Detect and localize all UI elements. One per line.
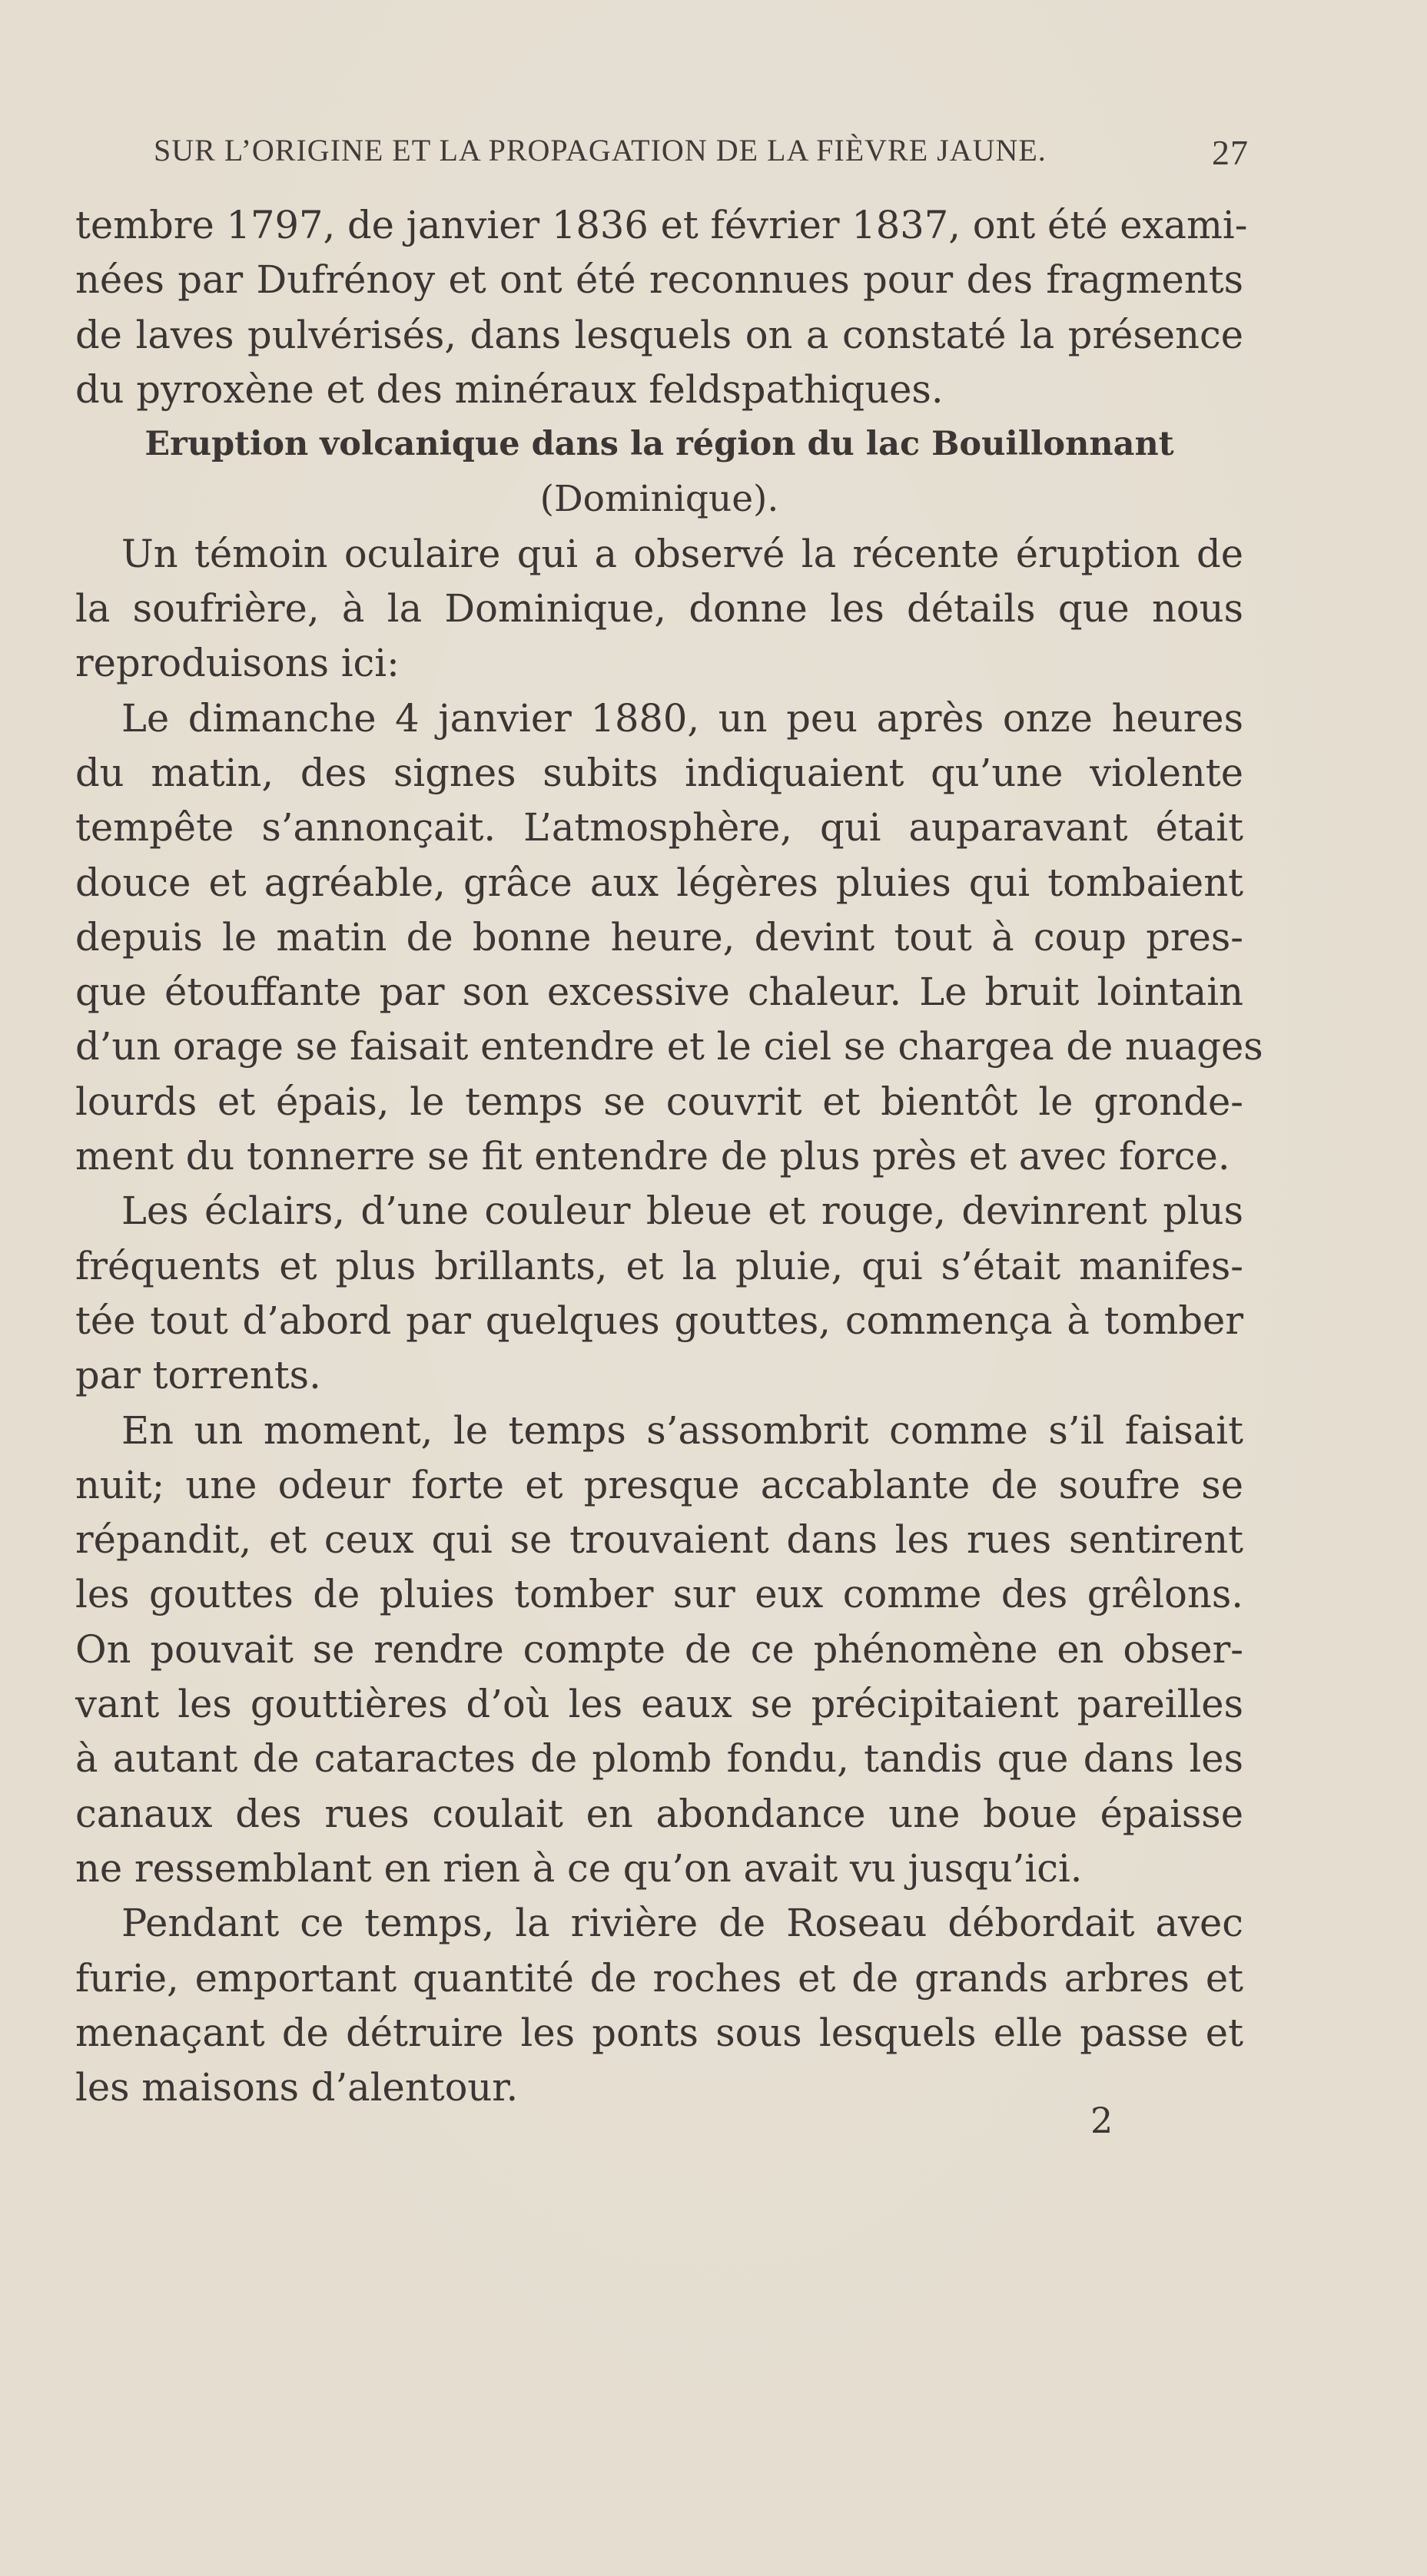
page-number: 27 <box>1212 133 1249 172</box>
text-line: vant les gouttières d’où les eaux se précipitaient pareilles <box>75 1682 1243 1727</box>
text-line: tembre 1797, de janvier 1836 et février 1837, ont été exami- <box>75 203 1248 247</box>
text-line: à autant de cataractes de plomb fondu, tandis que dans les <box>75 1736 1243 1782</box>
running-head <box>154 132 1249 178</box>
text-line: canaux des rues coulait en abondance une boue épaisse <box>75 1791 1243 1836</box>
text-line: que étouffante par son excessive chaleur. Le bruit lointain <box>75 970 1243 1015</box>
running-head-title: SUR L’ORIGINE ET LA PROPAGATION DE LA FIÈVRE JAUNE. <box>154 133 1047 167</box>
text-line: Pendant ce temps, la rivière de Roseau débordait avec <box>121 1901 1243 1946</box>
text-line: fréquents et plus brillants, et la pluie, qui s’était manifes- <box>75 1243 1243 1288</box>
text-line: reproduisons ici: <box>75 641 400 686</box>
text-line: En un moment, le temps s’assombrit comme s’il faisait <box>121 1407 1243 1453</box>
text-line: Le dimanche 4 janvier 1880, un peu après onze heures <box>121 695 1243 741</box>
text-line: ne ressemblant en rien à ce qu’on avait vu jusqu’ici. <box>75 1845 1083 1891</box>
text-line: depuis le matin de bonne heure, devint tout à coup pres- <box>75 914 1243 960</box>
text-line: ment du tonnerre se fit entendre de plus près et avec force. <box>75 1134 1230 1179</box>
section-heading-sub: (Dominique). <box>539 478 779 521</box>
body-text <box>75 198 1263 2115</box>
text-line: tempête s’annonçait. L’atmosphère, qui auparavant était <box>75 805 1243 850</box>
text-line: d’un orage se faisait entendre et le ciel se chargea de nuages <box>75 1024 1263 1069</box>
text-line: Les éclairs, d’une couleur bleue et rouge, devinrent plus <box>121 1189 1243 1234</box>
text-line: furie, emportant quantité de roches et de grands arbres et <box>75 1955 1243 2001</box>
text-line: la soufrière, à la Dominique, donne les détails que nous <box>75 586 1243 632</box>
text-line: douce et agréable, grâce aux légères pluies qui tombaient <box>75 860 1243 905</box>
text-line: répandit, et ceux qui se trouvaient dans les rues sentirent <box>75 1517 1243 1563</box>
text-line: les gouttes de pluies tomber sur eux comme des grêlons. <box>75 1572 1243 1617</box>
text-line: du pyroxène et des minéraux feldspathiques. <box>75 366 944 412</box>
section-heading: Eruption volcanique dans la région du lac Bouillonnant <box>144 425 1174 464</box>
text-line: Un témoin oculaire qui a observé la récente éruption de <box>121 531 1243 576</box>
text-line: On pouvait se rendre compte de ce phénomène en obser- <box>75 1626 1243 1672</box>
text-line: du matin, des signes subits indiquaient qu’une violente <box>75 750 1243 795</box>
signature-mark: 2 <box>1090 2100 1113 2141</box>
text-line: par torrents. <box>75 1353 321 1398</box>
text-line: de laves pulvérisés, dans lesquels on a constaté la présence <box>75 312 1243 357</box>
text-line: les maisons d’alentour. <box>75 2065 519 2110</box>
text-line: nuit; une odeur forte et presque accablante de soufre se <box>75 1462 1243 1507</box>
text-line: tée tout d’abord par quelques gouttes, commença à tomber <box>75 1298 1243 1343</box>
text-line: menaçant de détruire les ponts sous lesquels elle passe et <box>75 2010 1243 2055</box>
text-line: nées par Dufrénoy et ont été reconnues pour des fragments <box>75 257 1243 303</box>
text-line: lourds et épais, le temps se couvrit et bientôt le gronde- <box>75 1079 1243 1124</box>
